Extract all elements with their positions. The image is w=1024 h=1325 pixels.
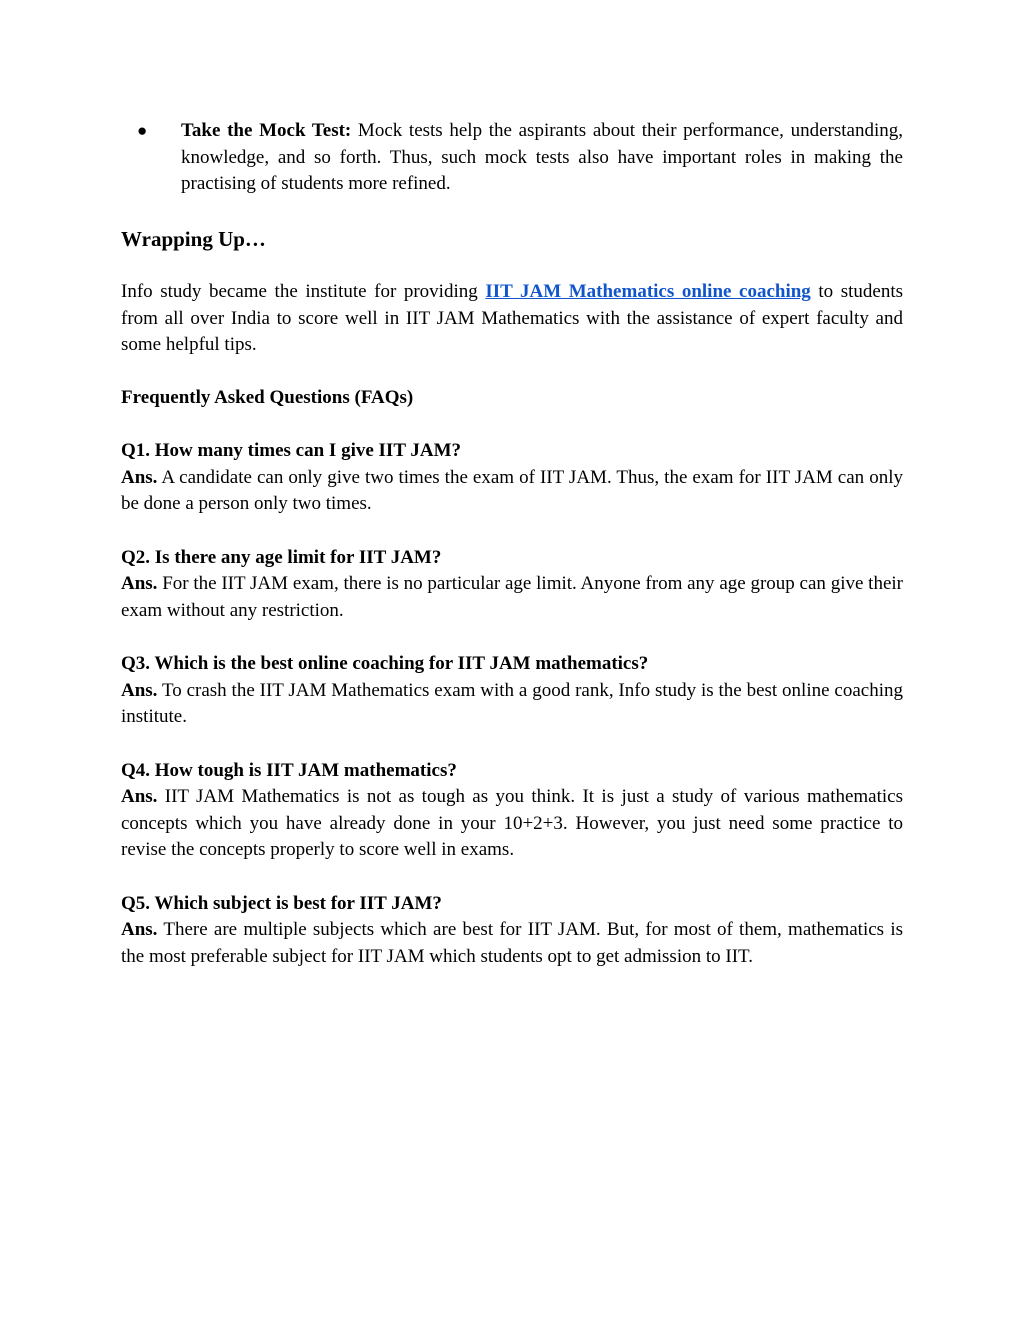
ans-label: Ans. xyxy=(121,679,158,701)
wrapping-up-paragraph xyxy=(121,279,903,359)
coaching-link[interactable]: IIT JAM Mathematics online coaching xyxy=(485,281,811,302)
faq-item-3 xyxy=(121,651,903,731)
bullet-text: Mock tests help the aspirants about their performance, understanding, knowledge, and so forth. Thus, such mock tests also have important roles in making the practising of students more refined. xyxy=(181,120,903,194)
faq-answer-text: To crash the IIT JAM Mathematics exam with a good rank, Info study is the best online coaching institute. xyxy=(121,679,903,727)
mock-test-bullet xyxy=(121,118,903,198)
document-page xyxy=(121,118,903,970)
wrap-text-before: Info study became the institute for providing xyxy=(121,281,486,302)
ans-label: Ans. xyxy=(121,573,158,594)
faq-answer xyxy=(121,678,903,731)
faq-answer-text: IIT JAM Mathematics is not as tough as you think. It is just a study of various mathematics concepts which you have already done in your 10+2+3. However, you just need some practice to revise the concepts properly to score well in exams. xyxy=(121,786,903,860)
ans-label: Ans. xyxy=(121,786,158,807)
faq-answer-text: For the IIT JAM exam, there is no particular age limit. Anyone from any age group can give their exam without any restriction. xyxy=(121,573,903,621)
bullet-label: Take the Mock Test: xyxy=(181,120,352,141)
wrap-text-after: to students from all over India to score well in IIT JAM Mathematics with the assistance of expert faculty and some helpful tips. xyxy=(121,281,903,355)
faq-title: Frequently Asked Questions (FAQs) xyxy=(121,386,414,408)
faq-answer xyxy=(121,784,903,864)
faq-answer-text: There are multiple subjects which are best for IIT JAM. But, for most of them, mathematics is the most preferable subject for IIT JAM which students opt to get admission to IIT. xyxy=(121,919,903,967)
faq-answer-text: A candidate can only give two times the exam of IIT JAM. Thus, the exam for IIT JAM can only be done a person only two times. xyxy=(121,466,903,514)
faq-item-4 xyxy=(121,758,903,864)
faq-answer xyxy=(121,917,903,970)
ans-label: Ans. xyxy=(121,919,158,940)
faq-question: Q1. How many times can I give IIT JAM? xyxy=(121,440,462,461)
wrapping-up-heading: Wrapping Up… xyxy=(121,226,266,251)
faq-question: Q2. Is there any age limit for IIT JAM? xyxy=(121,546,442,568)
faq-question: Q5. Which subject is best for IIT JAM? xyxy=(121,892,442,914)
faq-answer xyxy=(121,571,903,624)
faq-item-1 xyxy=(121,438,903,518)
ans-label: Ans. xyxy=(121,466,158,488)
faq-question: Q3. Which is the best online coaching for IIT JAM mathematics? xyxy=(121,653,649,674)
faq-question: Q4. How tough is IIT JAM mathematics? xyxy=(121,759,457,781)
faq-answer xyxy=(121,465,903,518)
faq-item-5 xyxy=(121,891,903,971)
faq-item-2 xyxy=(121,545,903,625)
bullet-icon: ● xyxy=(137,121,148,140)
